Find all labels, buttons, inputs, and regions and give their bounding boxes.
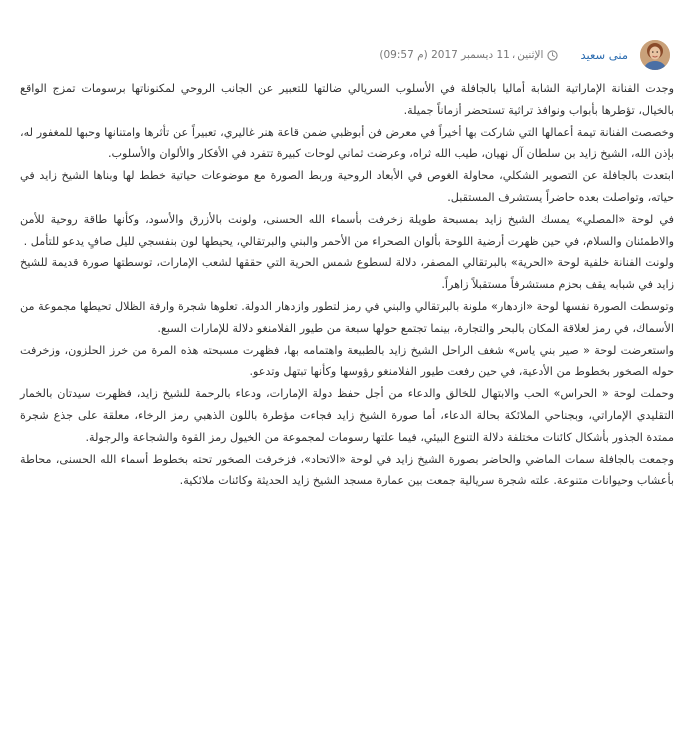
post-timestamp: الإثنين ، 11 ديسمبر 2017 (09:57 م) <box>379 49 558 61</box>
article-paragraph: وجمعت بالجافلة سمات الماضي والحاضر بصورة الشيخ زايد في لوحة «الاتحاد»، فزخرفت الصخور تحته بخطوط أسماء الله الحسنى، محاطة بأعشاب وحيوانات متنوعة. علته شجرة سريالية جمعت بين عمارة مسجد الشيخ زايد الحديثة وكائنات ملائكية. <box>20 452 674 488</box>
article-body <box>20 78 674 492</box>
post-day: الإثنين <box>517 49 544 61</box>
author-avatar[interactable] <box>640 40 670 70</box>
article-paragraph: وحملت لوحة « الحراس» الحب والابتهال للخالق والدعاء من أجل حفظ دولة الإمارات، ودعاء بالرحمة للشيخ زايد، فظهرت سيدتان بالخمار التقليدي الإماراتي، وبجناحي الملائكة بحالة الدعاء، أما صورة الشيخ زايد فجاءت مؤطرة باللون الذهبي رمز الرخاء، معلقة على جذع شجرة ممتدة الجذور بأشكال كائنات مختلفة دلالة التنوع البيئي، فيما علتها رسومات لمجموعة من الخيول رمز القوة والشجاعة والرجولة. <box>20 387 674 444</box>
author-name[interactable]: منى سعيد <box>580 48 628 62</box>
article-paragraph: ولونت الفنانة خلفية لوحة «الحرية» بالبرتقالي المصفر، دلالة لسطوع شمس الحرية التي حققها لشعب الإمارات، توسطتها صورة قديمة للشيخ زايد في شبابه يقف بحزم مستشرفاً مستقبلاً زاهراً. <box>20 256 674 292</box>
article-paragraph: في لوحة «المصلي» يمسك الشيخ زايد بمسبحة طويلة زخرفت بأسماء الله الحسنى، ولونت بالأزرق والأسود، وكأنها طاقة روحية للأمن والاطمئنان والسلام، في حين ظهرت أرضية اللوحة بألوان الصحراء من الأحمر والبني والبرتقالي، يحيطها لون بنفسجي لليل صافٍ يدعو للتأمل . <box>20 212 674 248</box>
article-paragraph: واستعرضت لوحة « صير بني ياس» شغف الراحل الشيخ زايد بالطبيعة واهتمامه بها، فظهرت مسبحته هذه المرة من خرز الحلزون، وزخرفت حوله الصخور بخطوط من الأدعية، في حين رفعت طيور الفلامنغو رؤوسها وكأنها تبتهل وتدعو. <box>20 343 674 379</box>
article-paragraph: ابتعدت بالجافلة عن التصوير الشكلي، محاولة الغوص في الأبعاد الروحية وربط الصورة مع موضوعات حياتية خطط لها وبناها الشيخ زايد في حياته، وتواصلت بعده حاضراً يستشرف المستقبل. <box>20 169 674 204</box>
post-date: 11 ديسمبر 2017 <box>431 49 510 61</box>
article-paragraph: وخصصت الفنانة تيمة أعمالها التي شاركت بها أخيراً في معرض فن أبوظبي ضمن قاعة هنر غاليري، تعبيراً عن تأثرها وامتنانها وحبها للمغفور له، بإذن الله، الشيخ زايد بن سلطان آل نهيان، طيب الله ثراه، وعرضت ثماني لوحات كبيرة تتفرد في الأفكار والألوان والأسلوب. <box>20 125 674 161</box>
post-time: (09:57 م) <box>379 49 428 61</box>
user-avatar-icon <box>640 40 670 70</box>
article-paragraph: وجدت الفنانة الإماراتية الشابة أماليا بالجافلة في الأسلوب السريالي ضالتها للتعبير عن الجانب الروحي لمكنوناتها برسومات تمزج الواقع بالخيال، تؤطرها بأبواب ونوافذ تراثية تستحضر أزماناً جميلة. <box>20 82 674 117</box>
article-paragraph: وتوسطت الصورة نفسها لوحة «ازدهار» ملونة بالبرتقالي والبني في رمز لتطور وازدهار الدولة. تعلوها شجرة وارفة الظلال تحيطها مجموعة من الأسماك، في رمز لعلاقة المكان بالبحر والتجارة، بينما تجتمع حولها سبعة من طيور الفلامنغو دلالة للإمارات السبع. <box>20 299 674 335</box>
post-header <box>20 38 670 72</box>
clock-icon <box>547 50 558 61</box>
